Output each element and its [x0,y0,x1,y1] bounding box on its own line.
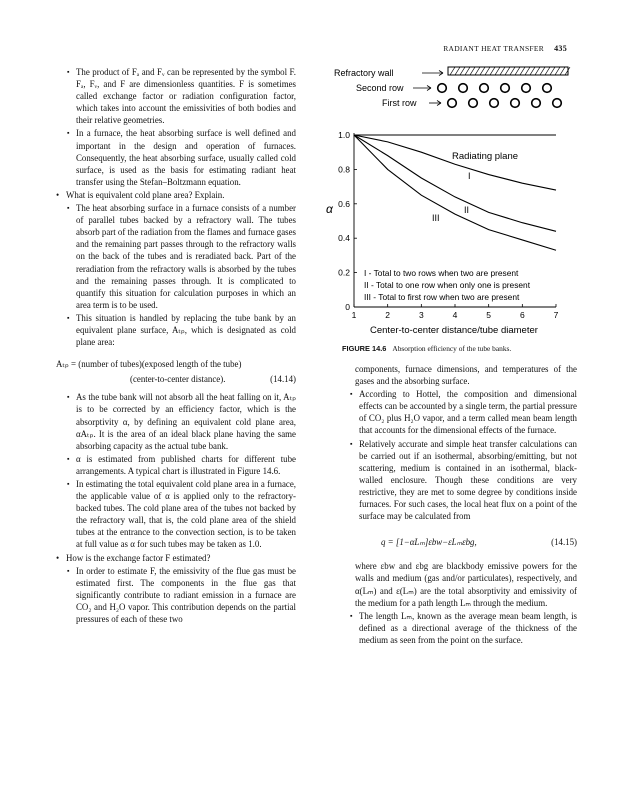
radiating-plane-label: Radiating plane [452,151,519,162]
tube-second-row [480,84,489,93]
y-tick-label: 0.4 [338,233,350,244]
absorption-chart [326,63,580,341]
equation-line-1: Aₜₚ = (number of tubes)(exposed length of the tube) [56,359,242,370]
question-cold-plane: • What is equivalent cold plane area? Explain. [56,189,296,201]
running-header [443,44,567,53]
tube-first-row [490,99,499,108]
page-number: 435 [554,44,567,53]
curve-label-II: II [464,205,470,215]
bullet-mean-beam: ▪ The length Lₘ, known as the average mean beam length, is defined as a directional average of the thickness of the medium as seen from the point on the surface. [345,610,577,646]
caption-text: Absorption efficiency of the tube banks. [392,344,512,353]
bullet-plane-surface: ▪ This situation is handled by replacing the tube bank by an equivalent plane surface, Aₜₚ, which is designated as cold plane area: [62,312,296,348]
y-tick-label: 0.2 [338,267,350,278]
running-title: RADIANT HEAT TRANSFER [443,44,545,53]
tube-diagram [334,67,570,108]
tube-first-row [532,99,541,108]
paragraph-where: where εbw and εbg are blackbody emissive powers for the walls and medium (gas and/or particulates), respectively, and α(Lₘ) and ε(Lₘ) are the total absorptivity and emissivity of the medium for a path length Lₘ through the medium. [355,561,577,608]
bullet-hottel: ▪ According to Hottel, the composition and dimensional effects can be accounted by a single term, the partial pressure of CO₂ plus H₂O vapor, and a term called mean beam length that accounts for the dimensional effects of the furnace. [345,388,577,436]
right-column [345,363,577,647]
y-axis-label: α [326,202,333,216]
bullet-cold-surface: ▪ In a furnace, the heat absorbing surface is well defined and important in the design and operation of furnaces. Consequently, the heat absorbing surface, usually called cold surface, is used as the basis for estimating radiant heat transfer using the Stefan–Boltzmann equation. [62,127,296,187]
bullet-emissivity: ▪ In order to estimate F, the emissivity of the flue gas must be estimated first. The components in the flue gas that significantly contribute to radiant emission in a furnace are CO₂ and H₂O vapor. This contribution depends on the partial pressures of each of these two [62,565,296,625]
y-tick-label: 0.8 [338,164,350,175]
bullet-efficiency: ▪ As the tube bank will not absorb all the heat falling on it, Aₜₚ is to be corrected by an efficiency factor, which is the absorptivity α, by defining an equivalent cold plane area, αAₜₚ. It is the area of an ideal black plane having the same absorbing capacity as the actual tube bank. [62,391,296,451]
bullet-total-area: ▪ In estimating the total equivalent cold plane area in a furnace, the applicable value of α is applied only to the refractory-backed tubes. The cold plane area of the tubes not backed by the refractory wall, that is, the cold plane area of the shield tubes at the entrance to the convection section, is to be taken at full value as α for such tubes may be taken as 1.0. [62,478,296,551]
tube-second-row [501,84,510,93]
legend-III: III - Total to first row when two are present [364,292,520,302]
tube-second-row [438,84,447,93]
refractory-label: Refractory wall [334,68,394,78]
curve-label-I: I [468,171,471,181]
series-line-II [354,135,556,231]
tube-second-row [459,84,468,93]
equation-14-15 [381,536,577,548]
curve-label-III: III [432,213,440,223]
tube-first-row [469,99,478,108]
legend-II: II - Total to one row when only one is present [364,280,531,290]
x-tick-label: 4 [452,310,458,320]
caption-label: FIGURE 14.6 [342,344,387,353]
figure-caption [342,344,511,353]
y-tick-label: 0 [345,302,350,312]
left-column [56,66,296,626]
bullet-exchange-factor: ▪ The product of Fₐ and Fᵥ can be represented by the symbol F. Fₐ, Fᵥ, and F are dimensionless quantities. F is sometimes called exchange factor or radiation configuration factor, which takes into account the emissivities of both bodies and their relative geometries. [62,66,296,126]
tube-first-row [553,99,562,108]
x-tick-label: 6 [519,310,525,320]
x-tick-label: 3 [418,310,424,320]
first-row-label: First row [382,98,417,108]
series-line-I [354,135,556,190]
equation-q: q = [1−αLₘ]εbw−εLₘεbg, [381,537,477,548]
x-axis-label: Center-to-center distance/tube diameter [370,325,538,336]
equation-number: (14.14) [270,374,296,385]
question-exchange-factor: • How is the exchange factor F estimated? [56,552,296,564]
equation-14-14 [56,358,296,385]
y-tick-label: 0.6 [338,198,350,209]
equation-line-2: (center-to-center distance). [130,374,226,385]
tube-first-row [511,99,520,108]
x-tick-label: 7 [553,310,559,320]
tube-first-row [448,99,457,108]
equation-number-15: (14.15) [551,537,577,548]
tube-second-row [522,84,531,93]
figure-absorption-efficiency [326,63,580,341]
legend-I: I - Total to two rows when two are present [364,268,519,278]
second-row-label: Second row [356,83,404,93]
x-tick-label: 5 [486,310,492,320]
y-tick-label: 1.0 [338,130,350,140]
bullet-charts: ▪ α is estimated from published charts for different tube arrangements. A typical chart is illustrated in Figure 14.6. [62,453,296,477]
paragraph-components: components, furnace dimensions, and temperatures of the gases and the absorbing surface. [355,364,577,387]
x-tick-label: 1 [351,310,357,320]
x-tick-label: 2 [385,310,391,320]
bullet-isothermal: ▪ Relatively accurate and simple heat transfer calculations can be carried out if an isothermal, absorbing/emitting, but not scattering, medium is contained in an isothermal, black-walled enclosure. Though these conditions are very restrictive, they are met to some degree by conditions inside furnaces. For such cases, the local heat flux on a point of the surface may be calculated from [345,438,577,523]
tube-second-row [543,84,552,93]
bullet-tube-bank: ▪ The heat absorbing surface in a furnace consists of a number of parallel tubes backed by a refractory wall. The tubes absorb part of the radiation from the flames and furnace gases and the remaining part passes through to the refractory walls on the back of the tubes and is reradiated back. Part of the reradiation from the refractory walls is absorbed by the tubes and the remaining passes through. It is complicated to quantify this situation for calculation purposes in which an area term is to be used. [62,202,296,311]
